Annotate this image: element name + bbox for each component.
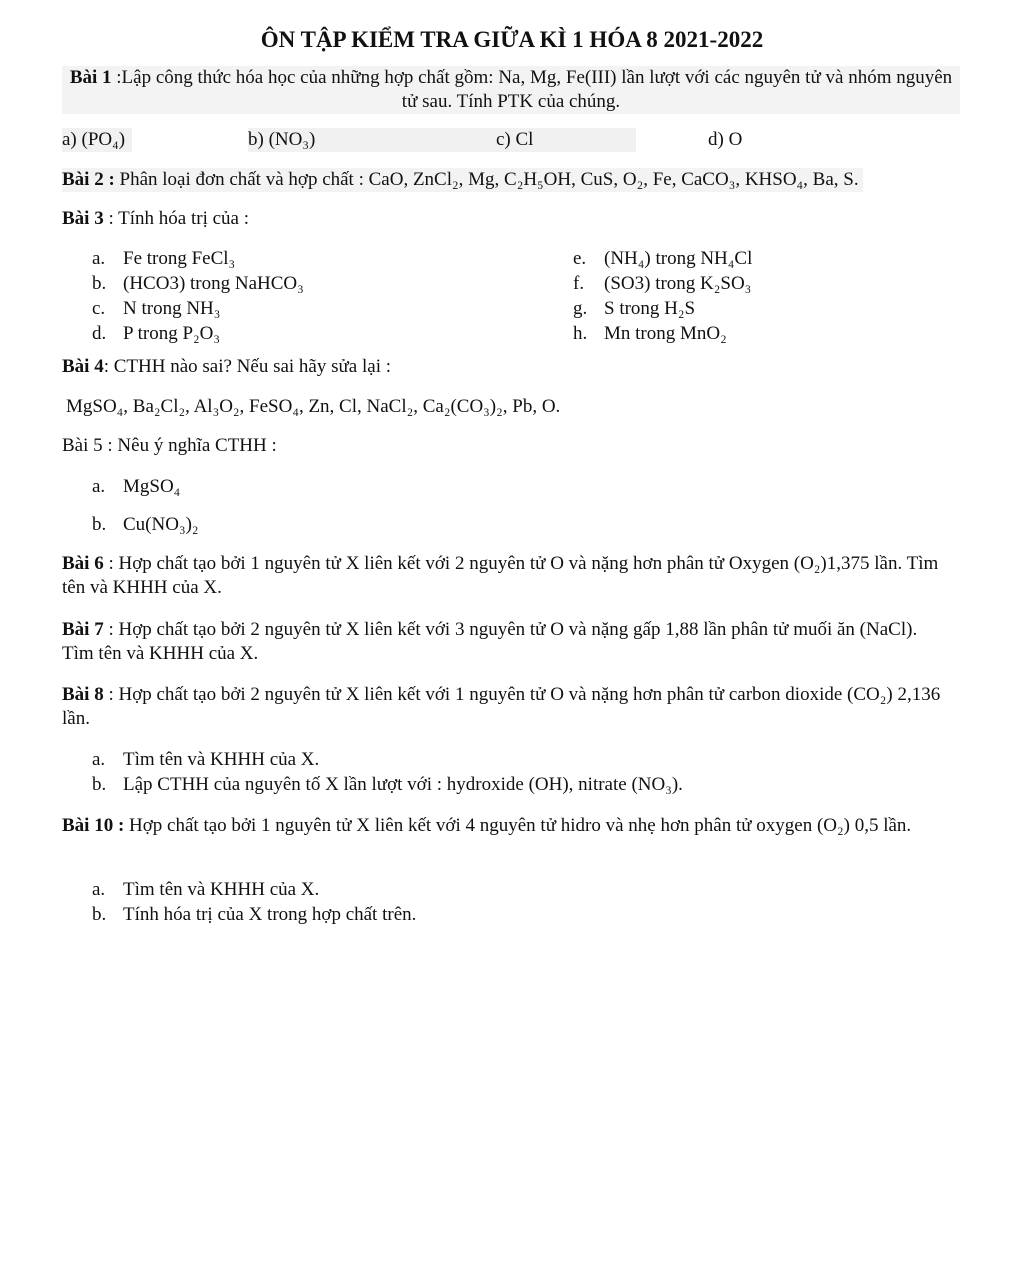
exercise-1-option-d: d) O <box>708 129 743 150</box>
exercise-3-item-a: a. Fe trong FeCl₃ <box>92 248 236 269</box>
exercise-3-item-b: b. (HCO3) trong NaHCO₃ <box>92 273 304 294</box>
exercise-1-options <box>62 128 962 152</box>
exercise-10-item-b: b. Tính hóa trị của X trong hợp chất trên. <box>92 904 417 925</box>
exercise-7 <box>62 618 942 666</box>
exercise-8-label: Bài 8 <box>62 684 104 705</box>
exercise-4-text: : CTHH nào sai? Nếu sai hãy sửa lại : <box>103 356 392 377</box>
exercise-5: Bài 5 : Nêu ý nghĩa CTHH : <box>62 435 277 456</box>
exercise-2 <box>62 168 962 192</box>
exercise-10-text: Hợp chất tạo bởi 1 nguyên tử X liên kết với 4 nguyên tử hidro và nhẹ hơn phân tử oxygen (O₂) 0,5 lần. <box>124 815 912 836</box>
exercise-3-item-g: g. S trong H₂S <box>573 298 696 319</box>
exercise-1 <box>62 66 960 114</box>
exercise-1-text: :Lập công thức hóa học của những hợp chất gồm: Na, Mg, Fe(III) lần lượt với các nguyên tử và nhóm nguyên tử sau. Tính PTK của chúng. <box>111 67 953 112</box>
exercise-1-option-b: b) (NO₃) <box>248 128 503 152</box>
exercise-8-text: : Hợp chất tạo bởi 2 nguyên tử X liên kết với 1 nguyên tử O và nặng hơn phân tử carbon dioxide (CO₂) 2,136 lần. <box>62 684 941 729</box>
exercise-10-item-a: a. Tìm tên và KHHH của X. <box>92 879 320 900</box>
exercise-1-option-c: c) Cl <box>496 128 636 152</box>
exercise-2-text: Phân loại đơn chất và hợp chất : CaO, ZnCl₂, Mg, C₂H₅OH, CuS, O₂, Fe, CaCO₃, KHSO₄, Ba, S. <box>114 169 859 190</box>
page-title: ÔN TẬP KIỂM TRA GIỮA KÌ 1 HÓA 8 2021-2022 <box>260 27 764 52</box>
exercise-1-label: Bài 1 <box>69 67 112 88</box>
exercise-4-label: Bài 4 <box>62 356 104 377</box>
exercise-8-item-a: a. Tìm tên và KHHH của X. <box>92 749 320 770</box>
exercise-10 <box>62 814 942 838</box>
exercise-3-item-e: e. (NH₄) trong NH₄Cl <box>573 248 753 269</box>
exercise-10-label: Bài 10 : <box>62 815 125 836</box>
exercise-3-text: : Tính hóa trị của : <box>103 208 249 229</box>
exercise-4-formulas: MgSO₄, Ba₂Cl₂, Al₃O₂, FeSO₄, Zn, Cl, NaCl₂, Ca₂(CO₃)₂, Pb, O. <box>66 396 561 417</box>
exercise-7-label: Bài 7 <box>62 619 104 640</box>
exercise-3-item-h: h. Mn trong MnO₂ <box>573 323 727 344</box>
exercise-6-text: : Hợp chất tạo bởi 1 nguyên tử X liên kết với 2 nguyên tử O và nặng hơn phân tử Oxygen (O₂)1,375 lần. Tìm tên và KHHH của X. <box>62 553 939 598</box>
exercise-4 <box>62 355 962 379</box>
exercise-3-item-c: c. N trong NH₃ <box>92 298 221 319</box>
exercise-5-item-b: b. Cu(NO₃)₂ <box>92 514 199 535</box>
exercise-5-item-a: a. MgSO₄ <box>92 476 181 497</box>
exercise-3-item-f: f. (SO3) trong K₂SO₃ <box>573 273 752 294</box>
exercise-2-label: Bài 2 : <box>62 169 115 190</box>
exercise-6-label: Bài 6 <box>62 553 104 574</box>
exercise-6 <box>62 552 942 600</box>
exercise-3-label: Bài 3 <box>62 208 104 229</box>
exercise-8-item-b: b. Lập CTHH của nguyên tố X lần lượt với : hydroxide (OH), nitrate (NO₃). <box>92 774 683 795</box>
exercise-3-item-d: d. P trong P₂O₃ <box>92 323 221 344</box>
exercise-8 <box>62 683 942 731</box>
exercise-3 <box>62 207 962 231</box>
exercise-7-text: : Hợp chất tạo bởi 2 nguyên tử X liên kết với 3 nguyên tử O và nặng gấp 1,88 lần phân tử muối ăn (NaCl). Tìm tên và KHHH của X. <box>62 619 918 664</box>
exercise-1-option-a: a) (PO₄) <box>62 128 132 152</box>
